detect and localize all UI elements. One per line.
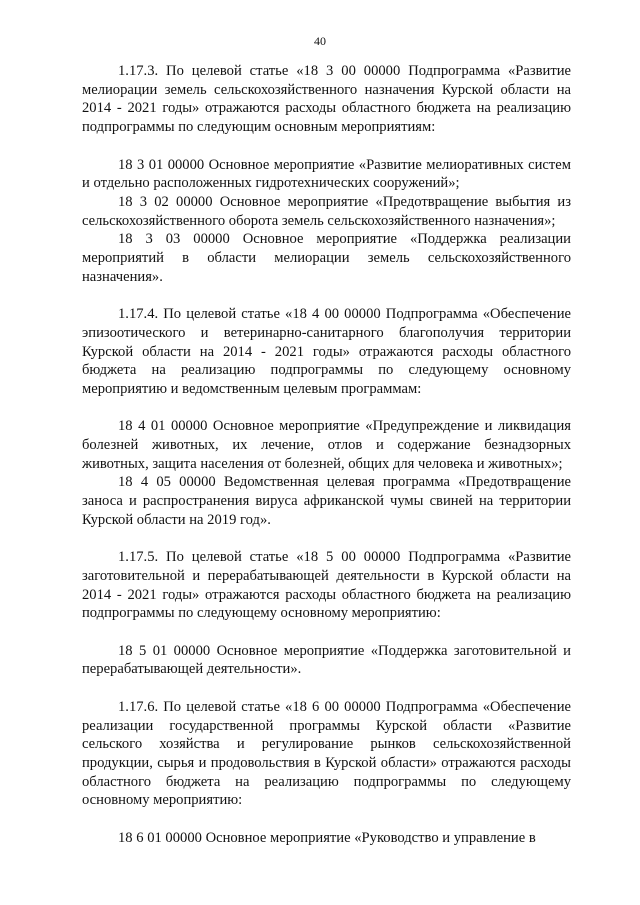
paragraph: 18 5 01 00000 Основное мероприятие «Поддержка заготовительной и перерабатывающей деятельности». [82, 642, 571, 678]
paragraph-gap [82, 810, 571, 829]
paragraph: 18 4 01 00000 Основное мероприятие «Предупреждение и ликвидация болезней животных, их лечение, отлов и содержание безнадзорных животных, защита населения от болезней, общих для человека и животных»; [82, 418, 571, 472]
paragraph-gap [82, 137, 571, 156]
paragraph: 18 3 02 00000 Основное мероприятие «Предотвращение выбытия из сельскохозяйственного оборота земель сельскохозяйственного назначения»; [82, 193, 571, 229]
paragraph: 1.17.5. По целевой статье «18 5 00 00000 Подпрограмма «Развитие заготовительной и перерабатывающей деятельности в Курской области на 2014 - 2021 годы» отражаются расходы областного бюджета на реализацию подпрограммы по следующему основному мероприятию: [82, 549, 571, 622]
paragraph: 1.17.3. По целевой статье «18 3 00 00000 Подпрограмма «Развитие мелиорации земель сельскохозяйственного назначения Курской области на 2014 - 2021 годы» отражаются расходы областного бюджета на реализацию подпрограммы по следующим основным мероприятиям: [82, 63, 571, 136]
paragraph-gap [82, 399, 571, 418]
paragraph-gap [82, 286, 571, 305]
paragraph-gap [82, 623, 571, 642]
paragraph: 1.17.6. По целевой статье «18 6 00 00000 Подпрограмма «Обеспечение реализации государственной программы Курской области «Развитие сельского хозяйства и регулирование рынков сельскохозяйственной продукции, сырья и продовольствия в Курской области» отражаются расходы областного бюджета на реализацию подпрограммы по следующему основному мероприятию: [82, 698, 571, 809]
paragraph-gap [82, 679, 571, 698]
document-body [82, 62, 571, 847]
paragraph-gap [82, 530, 571, 549]
paragraph: 1.17.4. По целевой статье «18 4 00 00000 Подпрограмма «Обеспечение эпизоотического и ветеринарно-санитарного благополучия территории Курской области на 2014 - 2021 годы» отражаются расходы областного бюджета на реализацию подпрограммы по следующему основному мероприятию и ведомственным целевым программам: [82, 306, 571, 397]
paragraph: 18 3 01 00000 Основное мероприятие «Развитие мелиоративных систем и отдельно расположенных гидротехнических сооружений»; [82, 156, 571, 192]
paragraph: 18 4 05 00000 Ведомственная целевая программа «Предотвращение заноса и распространения вируса африканской чумы свиней на территории Курской области на 2019 год». [82, 474, 571, 528]
paragraph: 18 6 01 00000 Основное мероприятие «Руководство и управление в [118, 829, 536, 846]
paragraph: 18 3 03 00000 Основное мероприятие «Поддержка реализации мероприятий в области мелиорации земель сельскохозяйственного назначения». [82, 231, 571, 285]
page-number: 40 [314, 34, 326, 48]
